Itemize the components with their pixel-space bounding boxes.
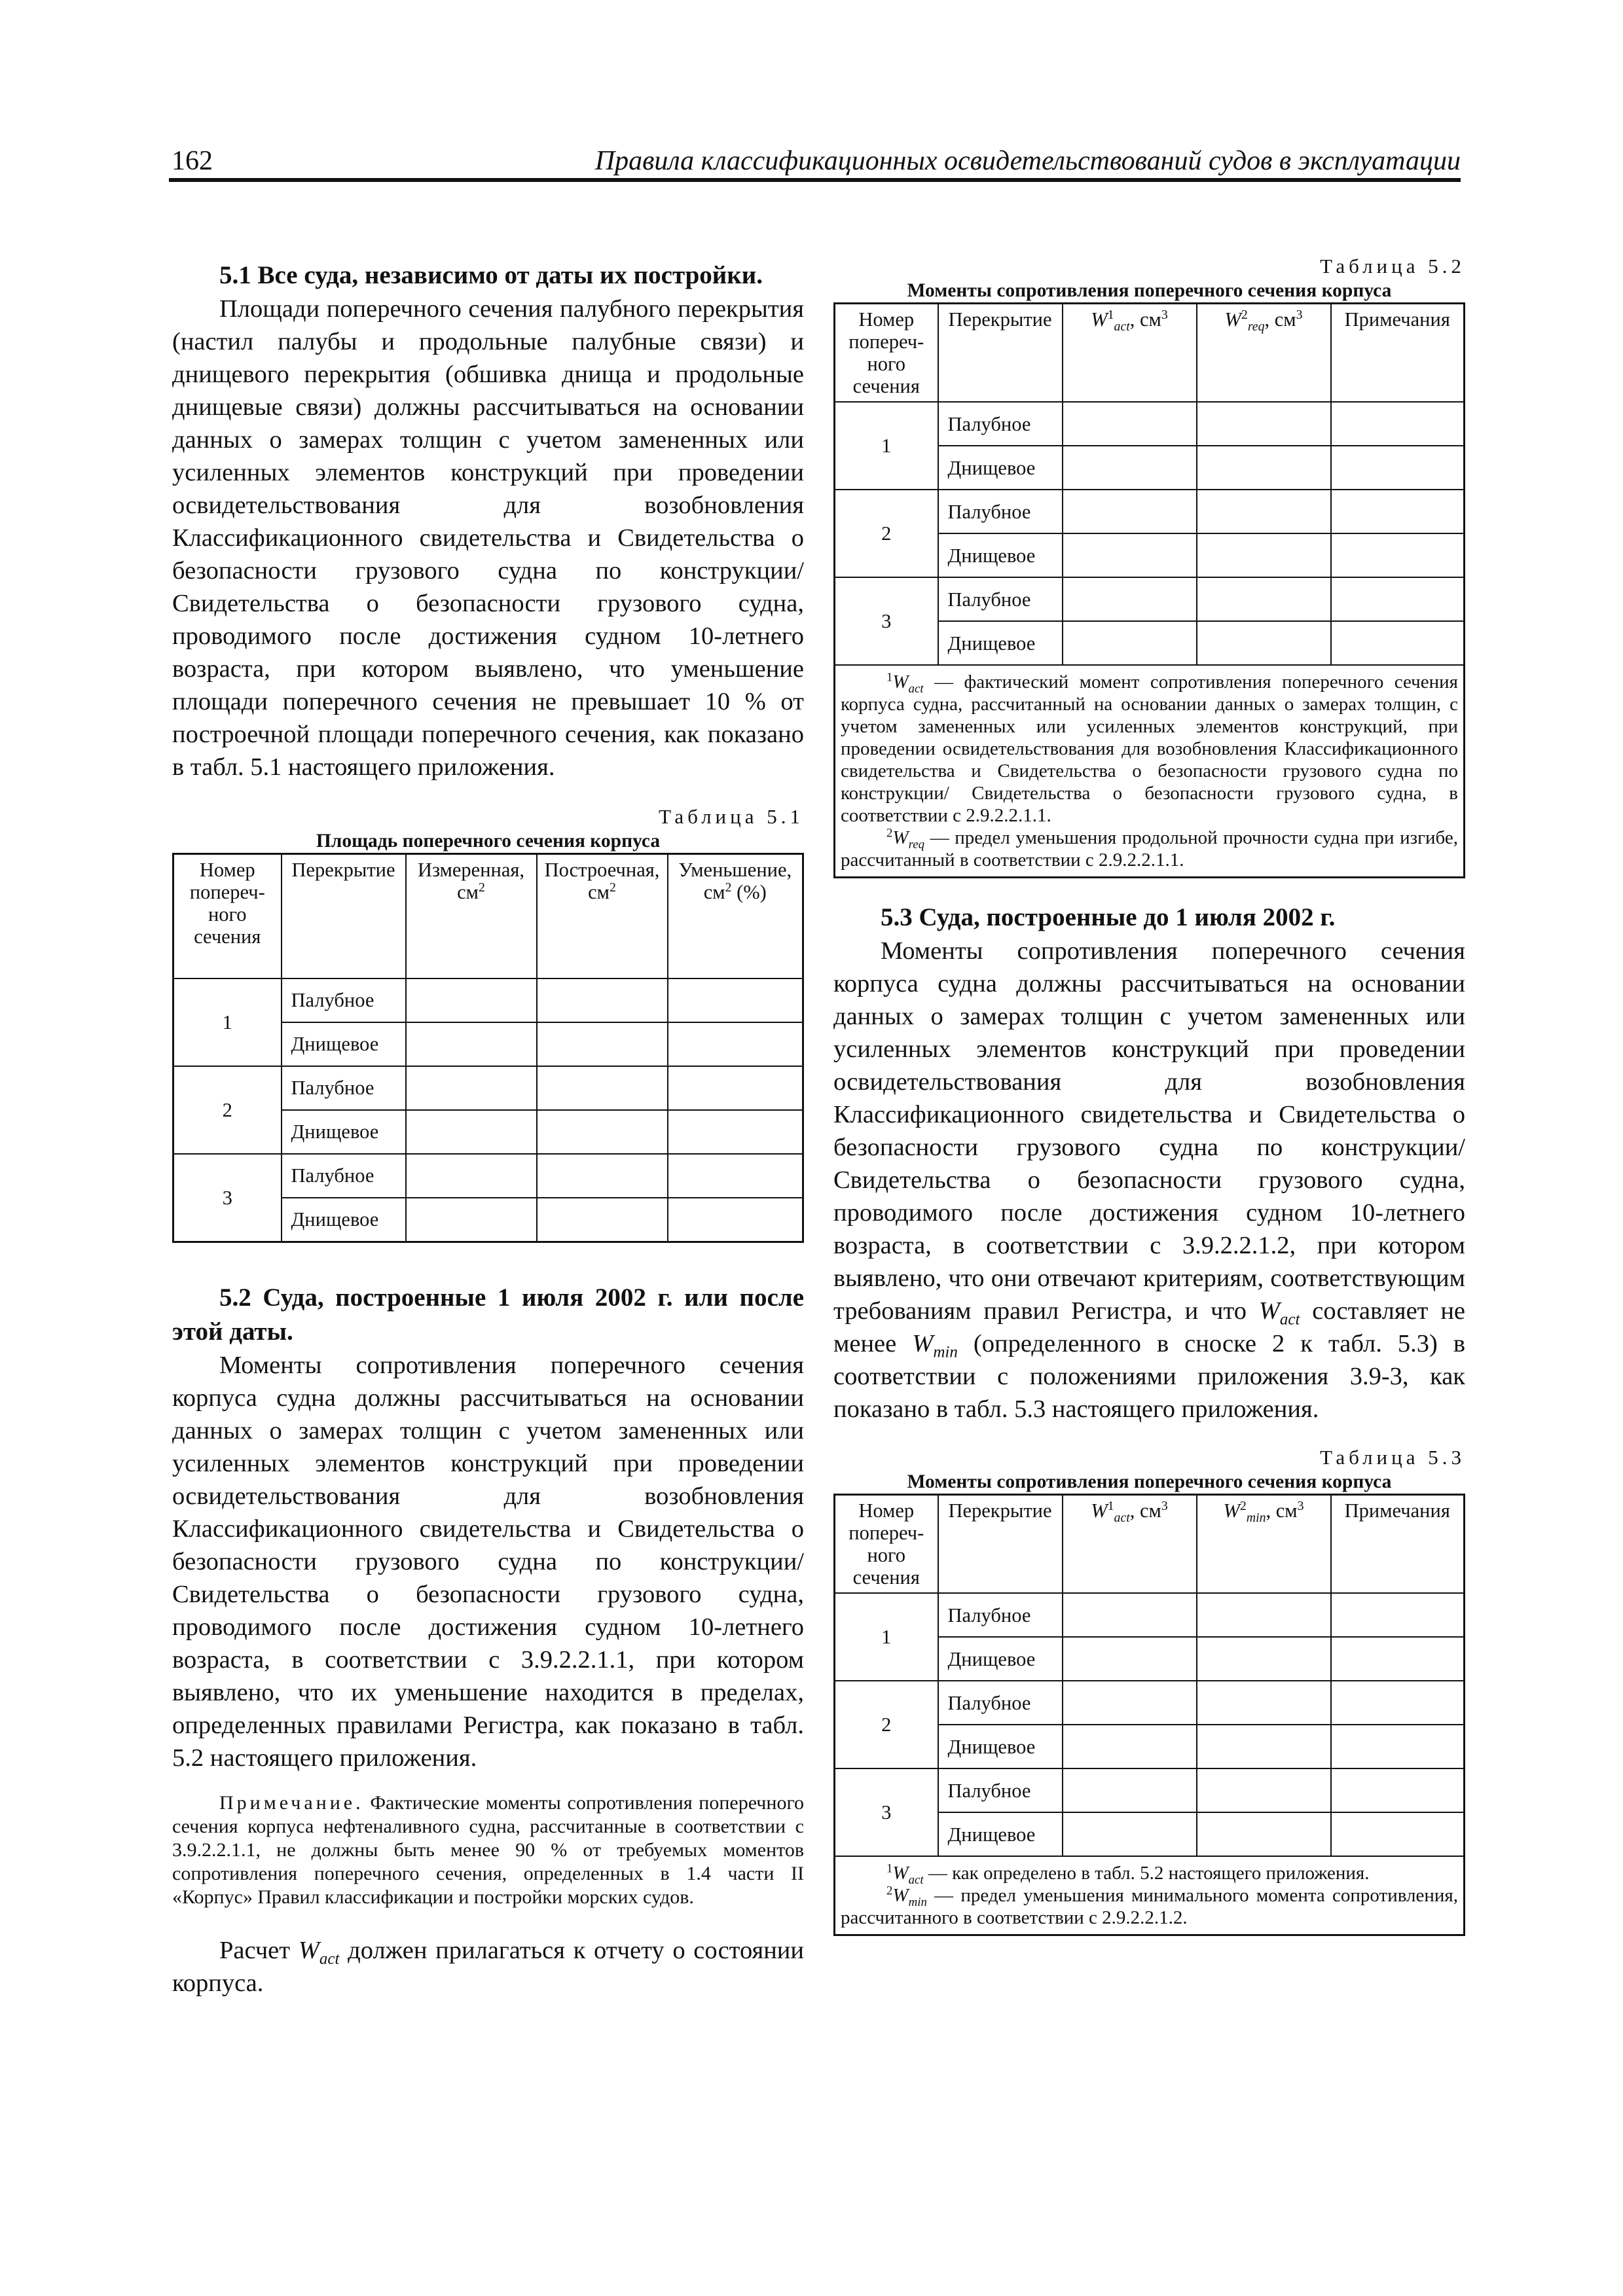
cell-structure: Палубное [938,490,1063,533]
cell-structure: Палубное [938,1593,1063,1637]
row-number: 1 [173,978,282,1066]
table-5-2 [833,302,1465,878]
col-header-w-req: $W^2_{req}$, $см^3$ [1197,304,1331,403]
col-header-structure: Перекрытие [938,304,1063,403]
row-number: 3 [835,1768,938,1856]
col-header-notes: Примечания [1331,304,1465,403]
col-header-section-number: Номер попереч-ного сечения [173,854,282,978]
table-row [835,1681,1465,1725]
footnote-1: $^1W_{act}$ — как определено в табл. 5.2 настоящего приложения. [886,1861,1370,1887]
cell-structure: Палубное [938,1768,1063,1812]
table-5-2-caption: Таблица 5.2 [1320,255,1465,278]
table-5-3-footnotes [835,1856,1465,1935]
row-number: 1 [835,402,938,490]
section-5-2-title: 5.2 Суда, построенные 1 июля 2002 г. или после этой даты. [172,1283,804,1346]
row-number: 2 [835,490,938,577]
cell-structure: Днищевое [938,1812,1063,1856]
section-5-1-title: 5.1 Все суда, независимо от даты их постройки. [219,261,763,289]
table-5-3-caption: Таблица 5.3 [1320,1446,1465,1469]
table-row [835,1768,1465,1812]
cell-structure: Палубное [282,978,406,1022]
table-5-3-name: Моменты сопротивления поперечного сечения корпуса [907,1471,1392,1492]
section-5-2-note: Примечание. Фактические моменты сопротивления поперечного сечения корпуса нефтеналивного судна, рассчитанные в соответствии с 3.9.2.2.1.1, не должны быть менее 90 % от требуемых моментов сопротивления поперечного сечения, определенных в 1.4 части II «Корпус» Правил классификации и постройки морских судов. [172,1791,805,1908]
cell-structure: Палубное [938,1681,1063,1725]
col-header-reduction: Уменьшение, $см^2$ (%) [668,854,803,978]
table-5-2-name: Моменты сопротивления поперечного сечения корпуса [907,280,1392,301]
table-row [835,402,1465,446]
col-header-structure: Перекрытие [938,1495,1063,1594]
table-row [835,490,1465,533]
col-header-w-act: $W^1_{act}$, $см^3$ [1063,304,1197,403]
row-number: 3 [835,577,938,665]
cell-structure: Днищевое [282,1022,406,1066]
cell-structure: Днищевое [938,1725,1063,1768]
table-5-2-footnotes [835,665,1465,878]
table-5-1 [172,853,804,1243]
cell-structure: Днищевое [282,1198,406,1242]
col-header-section-number: Номер попереч-ного сечения [835,304,938,403]
col-header-w-min: $W^2_{min}$, $см^3$ [1197,1495,1331,1594]
footnote-2: $^2W_{min}$ — предел уменьшения минимального момента сопротивления, рассчитанного в соответствии с 2.9.2.2.1.2. [841,1884,1459,1928]
col-header-notes: Примечания [1331,1495,1465,1594]
right-column [833,254,1465,1936]
row-number: 3 [173,1154,282,1242]
table-row [173,1066,803,1110]
section-5-1-paragraph: Площади поперечного сечения палубного перекрытия (настил палубы и продольные палубные связи) и днищевого перекрытия (обшивка днища и продольные днищевые связи) должны рассчитываться на основании данных о замерах толщин с учетом замененных или усиленных элементов конструкций при проведении освидетельствования для возобновления Классификационного свидетельства и Свидетельства о безопасности грузового судна по конструкции/Свидетельства о безопасности грузового судна, проводимого после достижения судном 10-летнего возраста, при котором выявлено, что уменьшение площади поперечного сечения не превышает 10 % от построечной площади поперечного сечения, как показано в табл. 5.1 настоящего приложения. [172,295,804,781]
table-5-1-name: Площадь поперечного сечения корпуса [316,831,661,852]
cell-structure: Палубное [282,1154,406,1198]
page-number: 162 [172,146,213,176]
cell-structure: Днищевое [938,446,1063,490]
table-row [835,1593,1465,1637]
section-5-3-paragraph: Моменты сопротивления поперечного сечения корпуса судна должны рассчитываться на основании данных о замерах толщин с учетом замененных или усиленных элементов конструкций при проведении освидетельствования для возобновления Классификационного свидетельства и Свидетельства о безопасности грузового судна по конструкции/ Свидетельства о безопасности грузового судна, проводимого после достижения судном 10-летнего возраста, в соответствии с 3.9.2.2.1.2, при котором выявлено, что они отвечают критериям, соответствующим требованиям правил Регистра, и что $W_{act}$ составляет не менее $W_{min}$ (определенного в сноске 2 к табл. 5.3) в соответствии с положениями приложения 3.9-3, как показано в табл. 5.3 настоящего приложения. [833,937,1466,1423]
cell-structure: Палубное [938,577,1063,621]
section-5-3-title: 5.3 Суда, построенные до 1 июля 2002 г. [881,903,1336,931]
row-number: 2 [173,1066,282,1154]
col-header-w-act: $W^1_{act}$, $см^3$ [1063,1495,1197,1594]
cell-structure: Палубное [938,402,1063,446]
table-5-3 [833,1494,1465,1936]
cell-structure: Днищевое [938,621,1063,665]
col-header-as-built: Построечная, $см^2$ [537,854,668,978]
table-row [835,577,1465,621]
col-header-measured: Измеренная, $см^2$ [406,854,537,978]
cell-structure: Днищевое [938,533,1063,577]
table-row [173,978,803,1022]
footnote-2: $^2W_{req}$ — предел уменьшения продольной прочности судна при изгибе, рассчитанный в соответствии с 2.9.2.2.1.1. [841,826,1459,870]
calc-paragraph: Расчет $W_{act}$ должен прилагаться к отчету о состоянии корпуса. [172,1936,805,1997]
table-row [173,1154,803,1198]
cell-structure: Днищевое [282,1110,406,1154]
left-column [172,259,804,2000]
section-5-2-paragraph: Моменты сопротивления поперечного сечения корпуса судна должны рассчитываться на основании данных о замерах толщин с учетом замененных или усиленных элементов конструкций при проведении освидетельствования для возобновления Классификационного свидетельства и Свидетельства о безопасности грузового судна по конструкции/ Свидетельства о безопасности грузового судна, проводимого после достижения судном 10-летнего возраста, в соответствии с 3.9.2.2.1.1, при котором выявлено, что их уменьшение находится в пределах, определенных правилами Регистра, как показано в табл. 5.2 настоящего приложения. [172,1351,804,1772]
cell-structure: Днищевое [938,1637,1063,1681]
col-header-section-number: Номер попереч-ного сечения [835,1495,938,1594]
footnote-1: $^1W_{act}$ — фактический момент сопротивления поперечного сечения корпуса судна, рассчитанный на основании данных о замерах толщин, с учетом замененных или усиленных элементов конструкций, при проведении освидетельствования для возобновления Классификационного свидетельства и Свидетельства о безопасности грузового судна по конструкции/ Свидетельства о безопасности грузового судна, в соответствии с 2.9.2.2.1.1. [841,670,1458,826]
table-5-1-caption: Таблица 5.1 [659,805,804,828]
row-number: 1 [835,1593,938,1681]
col-header-structure: Перекрытие [282,854,406,978]
row-number: 2 [835,1681,938,1768]
cell-structure: Палубное [282,1066,406,1110]
header-rule [169,178,1461,182]
running-title: Правила классификационных освидетельствований судов в эксплуатации [594,146,1461,176]
